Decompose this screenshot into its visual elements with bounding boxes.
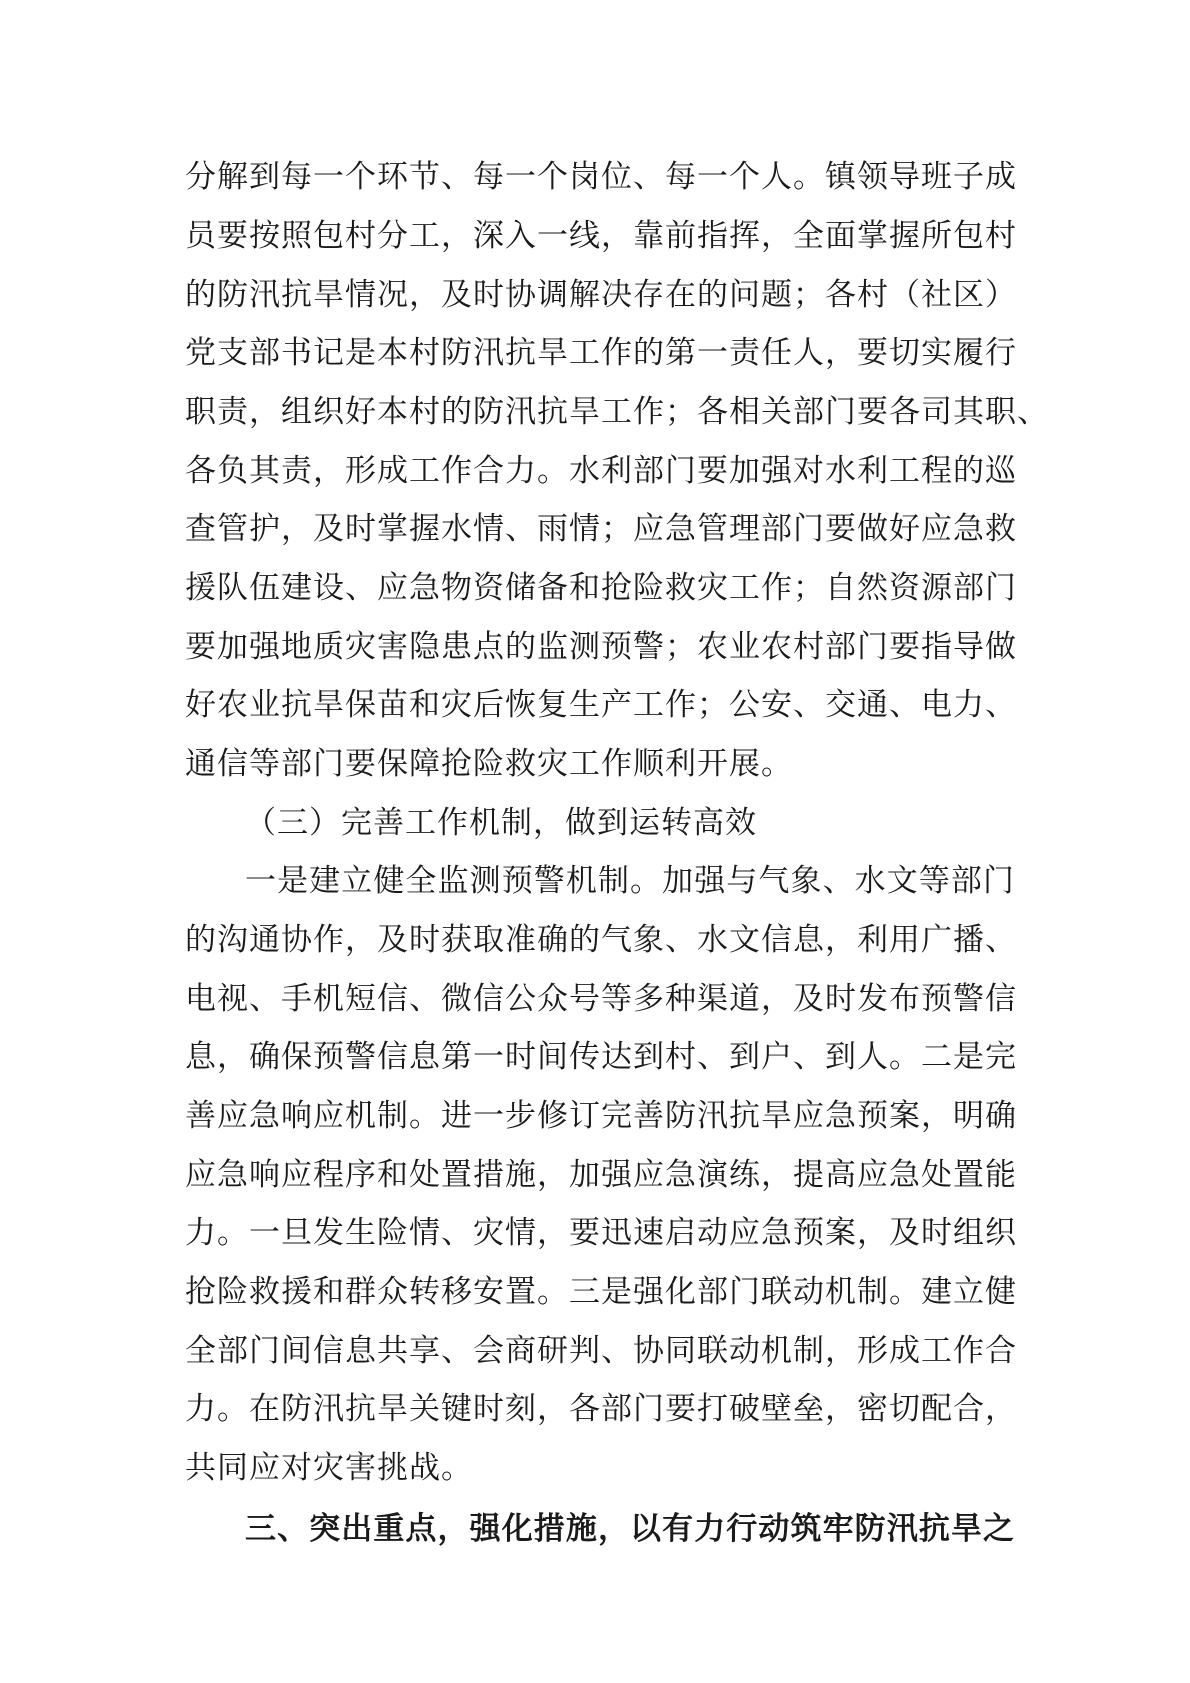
body-text-line: 全部门间信息共享、会商研判、协同联动机制，形成工作合 <box>185 1333 1017 1369</box>
body-text-line: 息，确保预警信息第一时间传达到村、到户、到人。二是完 <box>185 1039 1017 1075</box>
section-heading: 三、突出重点，强化措施，以有力行动筑牢防汛抗旱之 <box>245 1511 1015 1547</box>
body-text-line: 各负其责，形成工作合力。水利部门要加强对水利工程的巡 <box>185 453 1017 489</box>
body-text-line: 的沟通协作，及时获取准确的气象、水文信息，利用广播、 <box>185 922 1017 958</box>
body-text-line: 共同应对灾害挑战。 <box>185 1450 473 1486</box>
body-text-line: 要加强地质灾害隐患点的监测预警；农业农村部门要指导做 <box>185 629 1017 665</box>
body-text-line: 党支部书记是本村防汛抗旱工作的第一责任人，要切实履行 <box>185 335 1017 371</box>
section-subheading: （三）完善工作机制，做到运转高效 <box>245 805 757 841</box>
body-text-line: 力。一旦发生险情、灾情，要迅速启动应急预案，及时组织 <box>185 1215 1017 1251</box>
body-text-line: 电视、手机短信、微信公众号等多种渠道，及时发布预警信 <box>185 981 1017 1017</box>
body-text-line: 一是建立健全监测预警机制。加强与气象、水文等部门 <box>245 863 1015 899</box>
body-text-line: 好农业抗旱保苗和灾后恢复生产工作；公安、交通、电力、 <box>185 687 1017 723</box>
body-text-line: 应急响应程序和处置措施，加强应急演练，提高应急处置能 <box>185 1157 1017 1193</box>
body-text-line: 的防汛抗旱情况，及时协调解决存在的问题；各村（社区） <box>185 277 1017 313</box>
body-text-line: 员要按照包村分工，深入一线，靠前指挥，全面掌握所包村 <box>185 218 1017 254</box>
body-text-line: 分解到每一个环节、每一个岗位、每一个人。镇领导班子成 <box>185 159 1017 195</box>
body-text-line: 抢险救援和群众转移安置。三是强化部门联动机制。建立健 <box>185 1274 1017 1310</box>
body-text-line: 力。在防汛抗旱关键时刻，各部门要打破壁垒，密切配合， <box>185 1391 1017 1427</box>
body-text-line: 援队伍建设、应急物资储备和抢险救灾工作；自然资源部门 <box>185 570 1017 606</box>
body-text-line: 查管护，及时掌握水情、雨情；应急管理部门要做好应急救 <box>185 511 1017 547</box>
body-text-line: 职责，组织好本村的防汛抗旱工作；各相关部门要各司其职、 <box>185 394 1049 430</box>
body-text-line: 通信等部门要保障抢险救灾工作顺利开展。 <box>185 746 793 782</box>
body-text-line: 善应急响应机制。进一步修订完善防汛抗旱应急预案，明确 <box>185 1098 1017 1134</box>
